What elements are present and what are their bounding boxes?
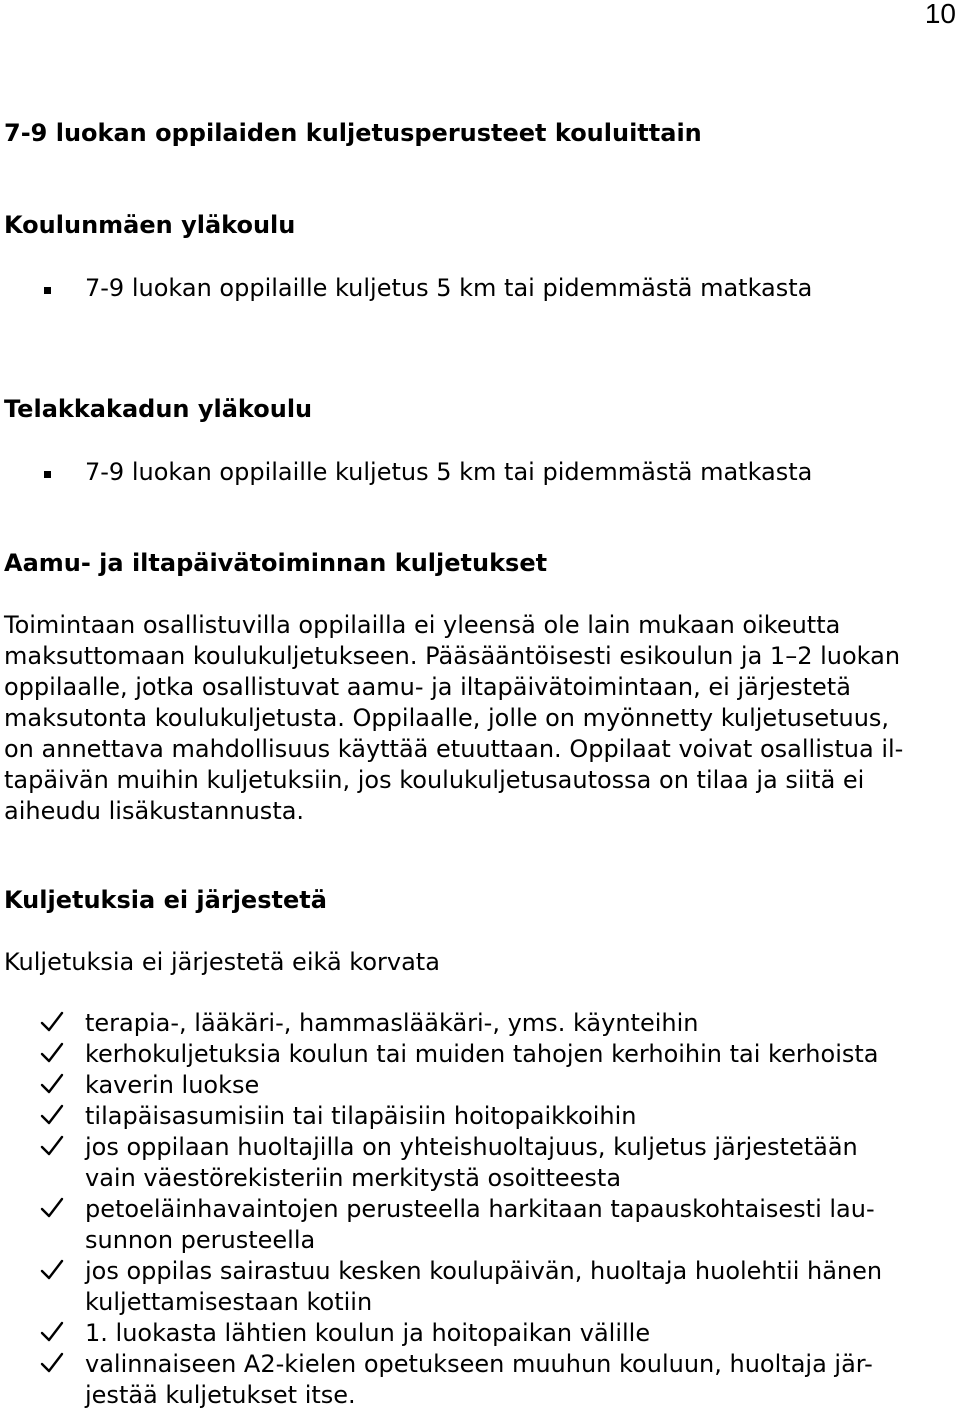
paragraph-line: oppilaalle, jotka osallistuvat aamu- ja iltapäivätoimintaan, ei järjestetä [4, 673, 851, 701]
list-item-line: kerhokuljetuksia koulun tai muiden tahojen kerhoihin tai kerhoista [85, 1040, 879, 1068]
checkmark-icon [40, 1320, 64, 1344]
paragraph-line: on annettava mahdollisuus käyttää etuuttaan. Oppilaat voivat osallistua il- [4, 735, 904, 763]
checkmark-icon [40, 1134, 64, 1158]
list-item-line: kaverin luokse [85, 1071, 260, 1099]
square-bullet-icon [44, 471, 51, 478]
list-item-line: petoeläinhavaintojen perusteella harkitaan tapauskohtaisesti lau- [85, 1195, 875, 1223]
list-item-line: kuljettamisestaan kotiin [85, 1288, 373, 1316]
paragraph-line: maksutonta koulukuljetusta. Oppilaalle, jolle on myönnetty kuljetusetuus, [4, 704, 890, 732]
page-title: 7-9 luokan oppilaiden kuljetusperusteet kouluittain [4, 119, 702, 147]
list-item [0, 1070, 882, 1101]
checklist [0, 1008, 882, 1411]
page-number: 10 [924, 0, 956, 29]
checkmark-icon [40, 1258, 64, 1282]
list-item-line: jestää kuljetukset itse. [85, 1381, 356, 1409]
checkmark-icon [40, 1196, 64, 1220]
list-item [0, 1008, 882, 1039]
list-item-line: valinnaiseen A2-kielen opetukseen muuhun kouluun, huoltaja jär- [85, 1350, 873, 1378]
list-item-line: terapia-, lääkäri-, hammaslääkäri-, yms. käynteihin [85, 1009, 699, 1037]
list-item [0, 1194, 882, 1256]
section-heading-koulunmaki: Koulunmäen yläkoulu [4, 211, 296, 239]
list-item [0, 1039, 882, 1070]
list-item [0, 1132, 882, 1194]
paragraph-line: aiheudu lisäkustannusta. [4, 797, 305, 825]
paragraph-line: Toimintaan osallistuvilla oppilailla ei yleensä ole lain mukaan oikeutta [4, 611, 841, 639]
list-item-line: vain väestörekisteriin merkitystä osoitteesta [85, 1164, 622, 1192]
section-heading-ei-jarjesteta: Kuljetuksia ei järjestetä [4, 886, 327, 914]
paragraph-line: tapäivän muihin kuljetuksiin, jos koulukuljetusautossa on tilaa ja siitä ei [4, 766, 865, 794]
checkmark-icon [40, 1103, 64, 1127]
intro-ei-jarjesteta: Kuljetuksia ei järjestetä eikä korvata [4, 948, 440, 976]
bullet-telakkakatu: 7-9 luokan oppilaille kuljetus 5 km tai pidemmästä matkasta [85, 458, 813, 486]
list-item-line: tilapäisasumisiin tai tilapäisiin hoitopaikkoihin [85, 1102, 637, 1130]
section-heading-telakkakatu: Telakkakadun yläkoulu [4, 395, 313, 423]
checkmark-icon [40, 1010, 64, 1034]
paragraph-aamu [4, 610, 954, 827]
square-bullet-icon [44, 287, 51, 294]
list-item-line: sunnon perusteella [85, 1226, 316, 1254]
list-item [0, 1318, 882, 1349]
checkmark-icon [40, 1041, 64, 1065]
section-heading-aamu: Aamu- ja iltapäivätoiminnan kuljetukset [4, 549, 548, 577]
list-item-line: jos oppilas sairastuu kesken koulupäivän, huoltaja huolehtii hänen [85, 1257, 883, 1285]
list-item [0, 1349, 882, 1411]
paragraph-line: maksuttomaan koulukuljetukseen. Pääsääntöisesti esikoulun ja 1–2 luokan [4, 642, 901, 670]
bullet-koulunmaki: 7-9 luokan oppilaille kuljetus 5 km tai pidemmästä matkasta [85, 274, 813, 302]
checkmark-icon [40, 1072, 64, 1096]
checkmark-icon [40, 1351, 64, 1375]
list-item [0, 1101, 882, 1132]
list-item [0, 1256, 882, 1318]
list-item-line: jos oppilaan huoltajilla on yhteishuoltajuus, kuljetus järjestetään [85, 1133, 858, 1161]
list-item-line: 1. luokasta lähtien koulun ja hoitopaikan välille [85, 1319, 651, 1347]
